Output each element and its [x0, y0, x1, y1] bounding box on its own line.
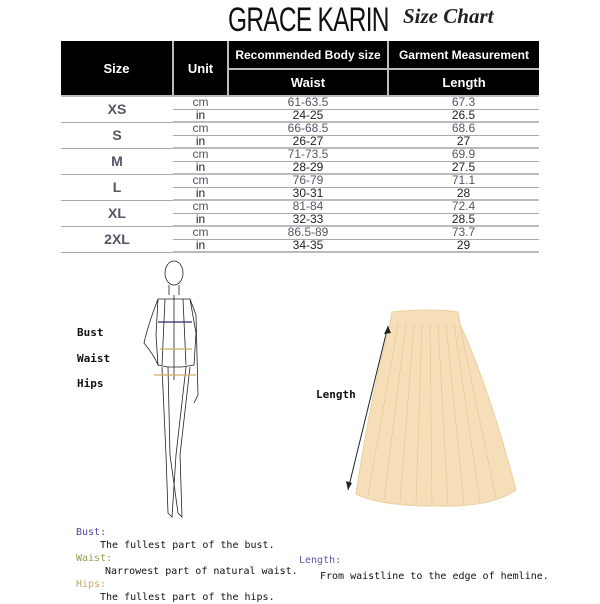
unit-cell: cm — [173, 174, 228, 187]
length-cell: 69.9 — [388, 148, 539, 161]
desc-length-key: Length: — [299, 555, 342, 566]
waist-cell: 34-35 — [228, 239, 388, 252]
length-cell: 28.5 — [388, 213, 539, 226]
header-length: Length — [388, 69, 539, 96]
length-cell: 27.5 — [388, 161, 539, 174]
length-cell: 29 — [388, 239, 539, 252]
waist-cell: 86.5-89 — [228, 226, 388, 239]
desc-length-text: From waistline to the edge of hemline. — [320, 571, 549, 582]
unit-cell: in — [173, 109, 228, 122]
unit-cell: in — [173, 213, 228, 226]
label-bust: Bust — [77, 326, 104, 339]
desc-hips-text: The fullest part of the hips. — [100, 592, 275, 603]
unit-cell: in — [173, 135, 228, 148]
unit-cell: in — [173, 239, 228, 252]
size-table — [61, 41, 539, 253]
waist-cell: 26-27 — [228, 135, 388, 148]
header-body-size: Recommended Body size — [228, 41, 388, 69]
size-cell: L — [61, 174, 173, 200]
unit-cell: cm — [173, 96, 228, 109]
length-cell: 67.3 — [388, 96, 539, 109]
length-cell: 68.6 — [388, 122, 539, 135]
waist-cell: 76-79 — [228, 174, 388, 187]
waist-cell: 66-68.5 — [228, 122, 388, 135]
desc-hips-key: Hips: — [76, 579, 107, 590]
waist-cell: 24-25 — [228, 109, 388, 122]
header-waist: Waist — [228, 69, 388, 96]
label-hips: Hips — [77, 377, 104, 390]
desc-waist-text: Narrowest part of natural waist. — [105, 566, 298, 577]
length-cell: 26.5 — [388, 109, 539, 122]
waist-cell: 81-84 — [228, 200, 388, 213]
brand-logo: GRACE KARIN — [228, 1, 389, 39]
unit-cell: cm — [173, 226, 228, 239]
unit-cell: in — [173, 161, 228, 174]
unit-cell: cm — [173, 122, 228, 135]
page-title: Size Chart — [403, 4, 494, 28]
desc-bust-text: The fullest part of the bust. — [100, 540, 275, 551]
length-description — [299, 554, 599, 583]
length-cell: 27 — [388, 135, 539, 148]
desc-waist-key: Waist: — [76, 553, 113, 564]
waist-cell: 28-29 — [228, 161, 388, 174]
header-garment: Garment Measurement — [388, 41, 539, 69]
unit-cell: cm — [173, 148, 228, 161]
waist-cell: 61-63.5 — [228, 96, 388, 109]
body-descriptions — [76, 526, 306, 604]
skirt-illustration — [340, 300, 540, 520]
size-cell: 2XL — [61, 226, 173, 252]
waist-cell: 71-73.5 — [228, 148, 388, 161]
size-cell: XL — [61, 200, 173, 226]
size-cell: XS — [61, 96, 173, 122]
size-cell: M — [61, 148, 173, 174]
length-cell: 71.1 — [388, 174, 539, 187]
waist-cell: 32-33 — [228, 213, 388, 226]
unit-cell: cm — [173, 200, 228, 213]
desc-bust-key: Bust: — [76, 527, 107, 538]
body-figure-illustration — [120, 255, 230, 525]
length-cell: 72.4 — [388, 200, 539, 213]
length-cell: 73.7 — [388, 226, 539, 239]
header-unit: Unit — [173, 41, 228, 96]
label-length: Length — [316, 388, 356, 401]
unit-cell: in — [173, 187, 228, 200]
length-cell: 28 — [388, 187, 539, 200]
size-cell: S — [61, 122, 173, 148]
waist-cell: 30-31 — [228, 187, 388, 200]
header-size: Size — [61, 41, 173, 96]
label-waist: Waist — [77, 352, 111, 365]
